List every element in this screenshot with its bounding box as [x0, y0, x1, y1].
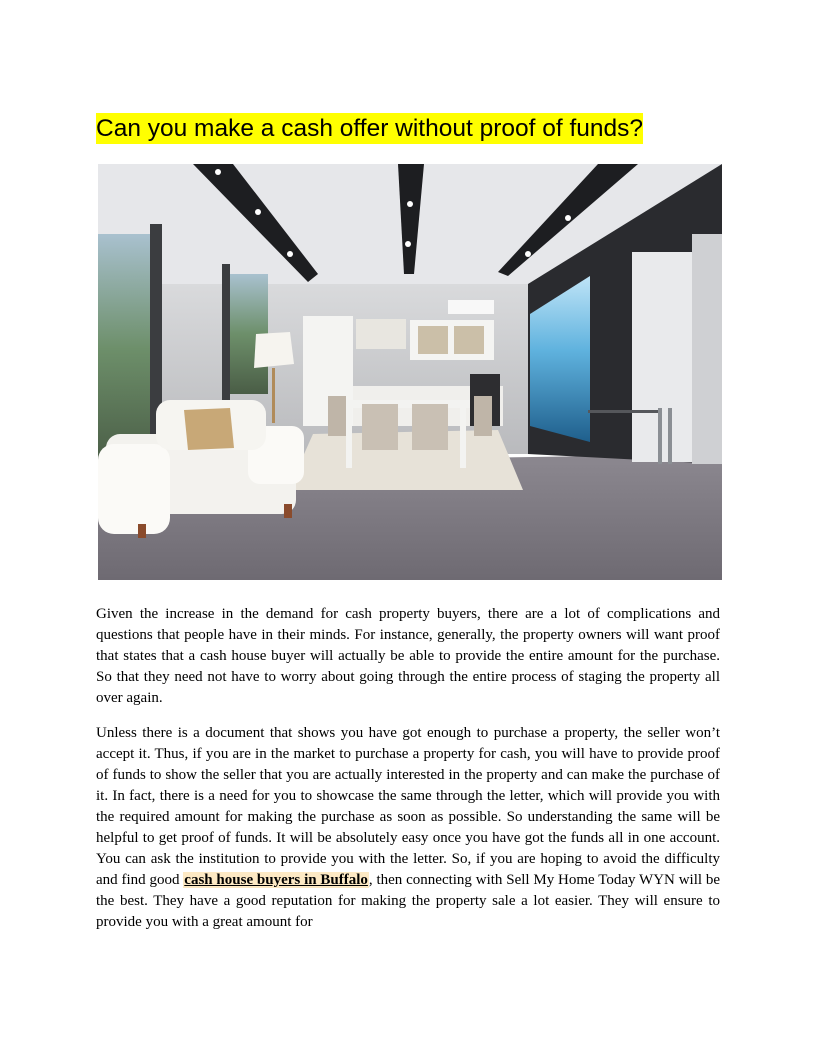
document-page — [96, 112, 721, 930]
paragraph-text: Unless there is a document that shows you have got enough to purchase a property, the seller won’t accept it. Thus, if you are in the market to purchase a property for cash, you will have to provide proof of funds to show the seller that you are actually interested in the property and can make the purchase of it. In fact, there is a need for you to showcase the same through the letter, which will provide you with the required amount for making the purchase as soon as possible. So understanding the same will be helpful to get proof of funds. It will be absolutely easy once you have got the funds all in one account. You can ask the institution to provide you with the letter. So, if you are hoping to avoid the difficulty and find good — [96, 725, 720, 888]
paragraph-text: , then connecting with Sell My Home Today WYN will be the best. They have a good reputation for making the property sale a lot easier. They will ensure to provide you with a great amount for — [96, 872, 721, 930]
cash-house-buyers-link[interactable]: cash house buyers in Buffalo — [184, 872, 368, 888]
paragraph: Given the increase in the demand for cash property buyers, there are a lot of complications and questions that people have in their minds. For instance, generally, the property owners will want proof that states that a cash house buyer will actually be able to provide the entire amount for the purchase. So that they need not have to worry about going through the entire process of staging the property all over again. — [96, 606, 720, 706]
paragraph — [96, 723, 720, 933]
page-title: Can you make a cash offer without proof of funds? — [96, 115, 644, 142]
article-body — [96, 604, 720, 947]
living-room-kitchen-photo — [98, 164, 722, 580]
